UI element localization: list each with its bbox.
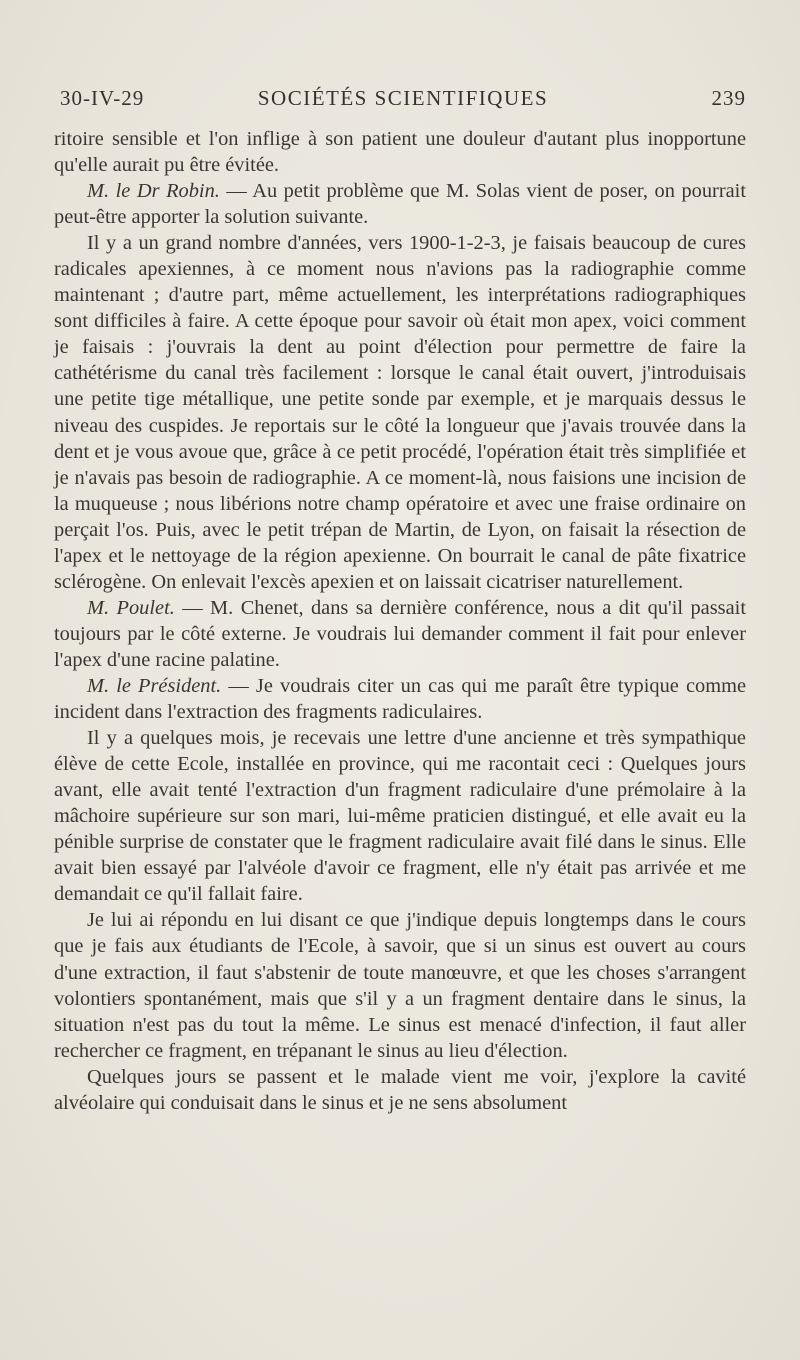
paragraph-text: Quelques jours se passent et le malade vient me voir, j'explore la cavité alvéolaire qui conduisait dans le sinus et je ne sens absolument <box>54 1065 746 1114</box>
paragraph <box>54 595 746 673</box>
speaker-name: M. le Dr Robin. <box>87 180 220 203</box>
paragraph-text: — M. Chenet, dans sa dernière conférence, nous a dit qu'il passait toujours par le côté externe. Je voudrais lui demander comment il fait pour enlever l'apex d'une racine palatine. <box>54 596 746 671</box>
paragraph <box>54 178 746 230</box>
paragraph <box>54 126 746 178</box>
paragraph-text: — Au petit problème que M. Solas vient de poser, on pourrait peut-être apporter la solution suivante. <box>54 180 746 229</box>
body-text <box>54 126 746 1116</box>
paragraph <box>54 1064 746 1116</box>
paragraph-text: Il y a quelques mois, je recevais une lettre d'une ancienne et très sympathique élève de cette Ecole, installée en province, qui me racontait ceci : Quelques jours avant, elle avait tenté l'extraction d'un fragment radiculaire d'une prémolaire à la mâchoire supérieure sur son mari, lui-même praticien distingué, et elle avait eu la pénible surprise de constater que le fragment radiculaire avait filé dans le sinus. Elle avait bien essayé par l'alvéole d'avoir ce fragment, elle n'y était pas arrivée et me demandait ce qu'il fallait faire. <box>54 727 746 906</box>
paragraph-text: Il y a un grand nombre d'années, vers 1900-1-2-3, je faisais beaucoup de cures radicales apexiennes, à ce moment nous n'avions pas la radiographie comme maintenant ; d'autre part, même actuellement, les interprétations radiographiques sont difficiles à faire. A cette époque pour savoir où était mon apex, voici comment je faisais : j'ouvrais la dent au point d'élection pour permettre de faire la cathétérisme du canal très facilement : lorsque le canal était ouvert, j'introduisais une petite tige métallique, une petite sonde par exemple, et je marquais dessus le niveau des cuspides. Je reportais sur le côté la longueur que j'avais trouvée dans la dent et je vous avoue que, grâce à ce petit procédé, l'opération était très simplifiée et je n'avais pas besoin de radiographie. A ce moment-là, nous faisions une incision de la muqueuse ; nous libérions notre champ opératoire et avec une fraise ordinaire on perçait l'os. Puis, avec le petit trépan de Martin, de Lyon, on faisait la résection de l'apex et le nettoyage de la région apexienne. On bourrait le canal de pâte fixatrice sclérogène. On enlevait l'excès apexien et on laissait cicatriser naturellement. <box>54 232 746 593</box>
paragraph <box>54 230 746 595</box>
running-head <box>60 86 746 116</box>
speaker-name: M. Poulet. <box>87 596 175 619</box>
header-title: SOCIÉTÉS SCIENTIFIQUES <box>257 86 549 110</box>
paragraph-text: — Je voudrais citer un cas qui me paraît être typique comme incident dans l'extraction des fragments radiculaires. <box>54 674 746 724</box>
paragraph-text: Je lui ai répondu en lui disant ce que j'indique depuis longtemps dans le cours que je fais aux étudiants de l'Ecole, à savoir, que si un sinus est ouvert au cours d'une extraction, il faut s'abstenir de toute manœuvre, et que les choses s'arrangent volontiers spontanément, mais que s'il y a un fragment dentaire dans le sinus, la situation n'est pas du tout la même. Le sinus est menacé d'infection, il faut aller rechercher ce fragment, en trépanant le sinus au lieu d'élection. <box>54 909 746 1062</box>
paragraph-text: ritoire sensible et l'on inflige à son patient une douleur d'autant plus inopportune qu'elle aurait pu être évitée. <box>54 128 746 177</box>
speaker-name: M. le Président. <box>87 674 222 697</box>
paragraph <box>54 907 746 1063</box>
paragraph <box>54 673 746 725</box>
header-date: 30-IV-29 <box>60 86 145 110</box>
page-number: 239 <box>711 86 746 110</box>
paragraph <box>54 725 746 907</box>
